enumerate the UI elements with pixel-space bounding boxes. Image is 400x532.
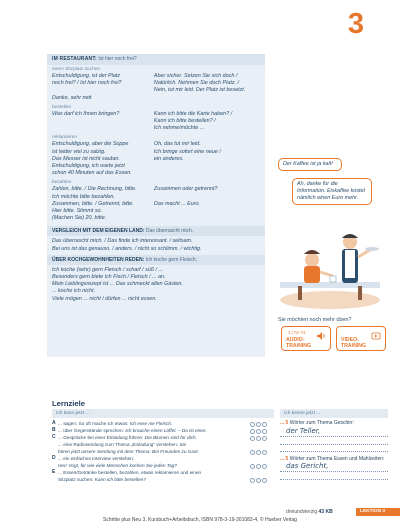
smiley-good-icon[interactable] bbox=[250, 422, 255, 427]
smiley-bad-icon[interactable] bbox=[262, 464, 267, 469]
lernziele-right-header: Ich kenne jetzt ... bbox=[280, 409, 388, 418]
audio-track-number: 1 | 72–74 bbox=[288, 330, 306, 335]
lernziel-item bbox=[52, 448, 274, 455]
self-assessment[interactable] bbox=[250, 420, 274, 427]
block-tag: reklamieren bbox=[52, 135, 78, 141]
self-assessment[interactable] bbox=[250, 462, 274, 469]
lernziel-letter: B bbox=[52, 427, 56, 433]
smiley-bad-icon[interactable] bbox=[262, 429, 267, 434]
block-tag: bestellen bbox=[52, 104, 72, 110]
audio-training-label bbox=[286, 337, 311, 349]
block-left-text: Entschuldigung, ist der Platz noch frei? / Ist hier noch frei? Danke, sehr nett bbox=[52, 73, 122, 101]
restaurant-header-example: Ist hier noch frei? bbox=[98, 56, 137, 62]
smiley-neutral-icon[interactable] bbox=[256, 450, 261, 455]
speaker-icon bbox=[316, 331, 326, 341]
block-left-text: Zahlen, bitte. / Die Rechnung, bitte. Ich möchte bitte bezahlen. Zusammen, bitte. / Getrennt, bitte. Hier bitte. Stimmt so. (Machen Sie) 20, bitte. bbox=[52, 186, 137, 222]
block-right-text: Zusammen oder getrennt? Das macht ... Euro. bbox=[153, 186, 218, 207]
lernziel-example: Kann ich bitte bestellen? bbox=[94, 477, 146, 482]
video-training-card[interactable] bbox=[336, 326, 386, 351]
vergleich-text: Das überrascht mich. / Das finde ich interessant. / seltsam. Bei uns ist das genauso. / anders. / nicht so schlimm. / wichtig. bbox=[52, 238, 202, 252]
gewohnheiten-text: Ich koche (sehr) gern Fleisch / scharf / süß / ... Besonders gern biete ich Fisch / Fleisch / ... an. Mein Lieblingsrezept ist ... Das schmeckt allen Gästen. ... koche ich nicht. Viele mögen ... nicht / dürfen ... nicht essen. bbox=[52, 266, 183, 302]
answer-line[interactable] bbox=[280, 438, 388, 445]
block-sitzplatz bbox=[47, 65, 265, 103]
block-bestellen bbox=[47, 103, 265, 134]
restaurant-header bbox=[47, 54, 265, 65]
smiley-neutral-icon[interactable] bbox=[256, 422, 261, 427]
smiley-good-icon[interactable] bbox=[250, 429, 255, 434]
gewohnheiten-header-example: Ich koche gern Fleisch. bbox=[145, 256, 198, 263]
smiley-bad-icon[interactable] bbox=[262, 436, 267, 441]
essen-answer-field[interactable]: das Gericht, bbox=[280, 462, 388, 472]
lernziele-left-header: Ich kann jetzt ... bbox=[52, 409, 274, 418]
speech-bubble-waiter: Ah, danke für die Information. Eiskaffee kostet nämlich einen Euro mehr. bbox=[292, 178, 372, 205]
lernziel-letter: A bbox=[52, 420, 56, 426]
lernziel-item bbox=[52, 420, 274, 427]
answer-line[interactable] bbox=[280, 473, 388, 480]
video-training-label bbox=[341, 337, 366, 349]
self-assessment[interactable] bbox=[250, 476, 274, 483]
smiley-neutral-icon[interactable] bbox=[256, 478, 261, 483]
block-left-text: Entschuldigung, aber die Suppe ist leider viel zu salzig. Das Messer ist nicht sauber. Entschuldigung, ich warte jetzt schon 40 Minuten auf das Essen. bbox=[52, 141, 132, 177]
smiley-good-icon[interactable] bbox=[250, 436, 255, 441]
block-reklamieren bbox=[47, 133, 265, 178]
lernziel-text: Sitzplatz suchen: bbox=[58, 477, 95, 482]
lernziel-item bbox=[52, 434, 274, 441]
lernziel-item bbox=[52, 462, 274, 469]
gewohnheiten-header-title: ÜBER KOCHGEWOHNHEITEN REDEN: bbox=[52, 256, 145, 263]
copyright-line: Schritte plus Neu 3, Kursbuch+Arbeitsbuch, ISBN 978-3-19-301083-4, © Hueber Verlag bbox=[103, 517, 297, 523]
geschirr-answer-field[interactable]: der Teller, bbox=[280, 427, 388, 437]
restaurant-illustration bbox=[278, 202, 382, 310]
vergleich-header bbox=[47, 226, 265, 236]
lernziel-example: hören jetzt unsere Sendung mit dem Thema: Bei Freunden zu Gast. bbox=[58, 449, 199, 454]
lernziel-text: ... Gespräche bei einer Einladung führen: bbox=[58, 435, 145, 440]
lernziel-item bbox=[52, 469, 274, 476]
page-number-word: dreiundvierzig bbox=[286, 509, 318, 515]
block-tag: einen Sitzplatz suchen bbox=[52, 67, 100, 72]
wortschatz-count: ... 5 bbox=[280, 420, 289, 426]
smiley-good-icon[interactable] bbox=[250, 478, 255, 483]
lernziele-list bbox=[52, 420, 274, 483]
lernziel-letter: E bbox=[52, 469, 56, 475]
block-right-text: Oh, das tut mir leid. Ich bringe sofort eine neue / ein anderes. bbox=[153, 141, 221, 162]
lernziel-item bbox=[52, 455, 274, 462]
smiley-good-icon[interactable] bbox=[250, 450, 255, 455]
block-tag: bezahlen bbox=[52, 180, 72, 186]
page-number bbox=[286, 509, 333, 515]
smiley-bad-icon[interactable] bbox=[262, 450, 267, 455]
restaurant-header-title: IM RESTAURANT: bbox=[52, 56, 97, 62]
lernziel-item bbox=[52, 427, 274, 434]
video-icon bbox=[371, 331, 381, 341]
wortschatz-topic: Wörter zum Thema Essen und Mahlzeiten: bbox=[289, 455, 385, 462]
smiley-neutral-icon[interactable] bbox=[256, 429, 261, 434]
lernziel-item bbox=[52, 476, 274, 483]
answer-line[interactable] bbox=[280, 445, 388, 452]
redemittel-panel bbox=[47, 54, 265, 357]
practice-question: Sie möchten noch mehr üben? bbox=[278, 317, 352, 323]
gewohnheiten-header bbox=[47, 255, 265, 265]
lektion-tab: LEKTION 3 bbox=[356, 508, 400, 516]
lernziel-text: ... Essen/Getränke bestellen, bezahlen, etwas reklamieren und einen bbox=[58, 470, 202, 475]
block-bezahlen bbox=[47, 178, 265, 223]
vergleich-header-title: VERGLEICH MIT DEM EIGENEN LAND: bbox=[52, 228, 145, 235]
lernziel-example: Ich esse nie Fleisch. bbox=[129, 421, 173, 426]
smiley-neutral-icon[interactable] bbox=[256, 464, 261, 469]
smiley-good-icon[interactable] bbox=[250, 464, 255, 469]
chapter-number: 3 bbox=[347, 8, 364, 40]
self-assessment[interactable] bbox=[250, 427, 274, 434]
block-right-text: Kann ich bitte die Karte haben? / Kann ich bitte bestellen? / Ich nehme/möchte ... bbox=[153, 110, 233, 132]
self-assessment[interactable] bbox=[250, 434, 274, 441]
lernziel-example: Herr Vogt, für wie viele Menschen kochen Sie jeden Tag? bbox=[58, 463, 177, 468]
smiley-bad-icon[interactable] bbox=[262, 422, 267, 427]
video-training-text: VIDEO- TRAINING bbox=[341, 337, 367, 349]
lernziel-text: ... über Gegenstände sprechen: bbox=[58, 428, 126, 433]
lernziel-letter: C bbox=[52, 434, 56, 440]
smiley-bad-icon[interactable] bbox=[262, 478, 267, 483]
lernziel-example: Ich brauche einen Löffel. – Da ist einer. bbox=[125, 428, 207, 433]
page-number-digits: 43 bbox=[318, 509, 325, 515]
block-left-text: Was darf ich Ihnen bringen? bbox=[52, 110, 120, 117]
lernziel-letter: D bbox=[52, 455, 56, 461]
lernziel-example: Die Blumen sind für dich. bbox=[144, 435, 197, 440]
lernziele-title: Lernziele bbox=[52, 399, 85, 408]
lernziel-item bbox=[52, 441, 274, 448]
speech-bubble-guest: Der Kaffee ist ja kalt! bbox=[278, 158, 342, 171]
lernziel-example: Sie bbox=[179, 442, 187, 447]
vergleich-header-example: Das überrascht mich. bbox=[145, 228, 194, 235]
smiley-neutral-icon[interactable] bbox=[256, 436, 261, 441]
lernziel-text: ... eine Radiosendung zum Thema „Einladung“ verstehen: bbox=[58, 442, 180, 447]
lernziel-text: ... sagen: So oft mache ich etwas: bbox=[58, 421, 130, 426]
audio-training-card[interactable] bbox=[281, 326, 331, 351]
self-assessment[interactable] bbox=[250, 448, 274, 455]
book-part-label: KB bbox=[325, 509, 333, 515]
wortschatz-count: ... 5 bbox=[280, 455, 289, 462]
audio-training-text: AUDIO- TRAINING bbox=[286, 337, 312, 349]
wortschatz-topic: Wörter zum Thema Geschirr: bbox=[289, 420, 355, 426]
right-column bbox=[272, 54, 386, 357]
lernziel-text: ... ein einfaches Interview verstehen: bbox=[58, 456, 135, 461]
wortschatz-box bbox=[280, 420, 388, 480]
block-right-text: Aber sicher. Setzen Sie sich doch / Natürlich. Nehmen Sie doch Platz. / Nein, tut mir leid. Der Platz ist besetzt. bbox=[153, 73, 246, 94]
